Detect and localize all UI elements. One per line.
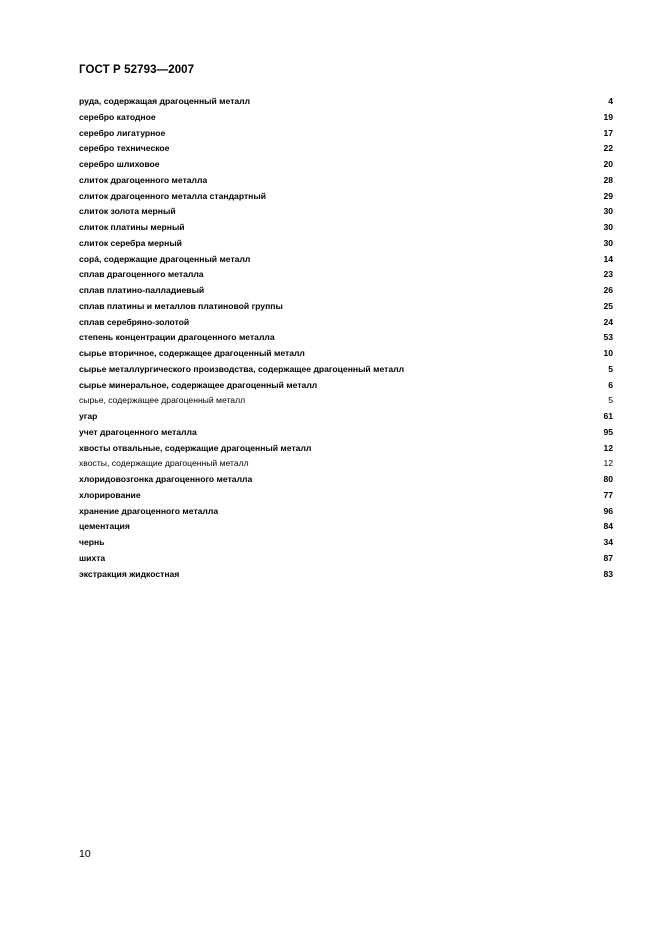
index-term: слиток золота мерный: [79, 206, 176, 217]
index-entry: [79, 110, 613, 126]
index-entry: [79, 94, 613, 110]
index-term: серебро катодное: [79, 111, 156, 122]
index-page-ref: 4: [608, 96, 613, 106]
index-page-ref: 61: [603, 411, 613, 421]
index-term: серебро шлиховое: [79, 159, 160, 169]
index-page-ref: 6: [608, 379, 613, 390]
index-entry: [79, 189, 613, 205]
page-number: 10: [79, 848, 91, 860]
index-page-ref: 25: [603, 300, 613, 311]
index-term: хвосты отвальные, содержащие драгоценный металл: [79, 442, 312, 453]
index-term: цементация: [79, 521, 130, 532]
index-entry: [79, 472, 613, 488]
index-page-ref: 96: [603, 505, 613, 516]
index-page-ref: 17: [603, 127, 613, 138]
index-entry: [79, 362, 613, 378]
index-page-ref: 30: [603, 206, 613, 217]
index-entry: [79, 267, 613, 283]
index-term: сырье металлургического производства, содержащее драгоценный металл: [79, 363, 405, 374]
index-page-ref: 30: [603, 237, 613, 248]
index-term: сплав платино-палладиевый: [79, 285, 205, 295]
index-entry: [79, 409, 613, 425]
index-page-ref: 95: [603, 426, 613, 437]
index-entry: [79, 173, 613, 189]
index-page-ref: 87: [603, 552, 613, 563]
index-entry: [79, 551, 613, 567]
index-term: экстракция жидкостная: [79, 568, 180, 579]
index-entry: [79, 236, 613, 252]
index-entry: [79, 315, 613, 331]
index-term: серебро лигатурное: [79, 127, 166, 138]
document-header: [79, 64, 194, 76]
index-page-ref: 53: [603, 332, 613, 343]
index-page-ref: 28: [603, 174, 613, 185]
index-page-ref: 19: [603, 111, 613, 122]
index-page-ref: 83: [603, 568, 613, 579]
index-entry: [79, 330, 613, 346]
index-entry: [79, 204, 613, 220]
index-entry: [79, 283, 613, 299]
index-entry: [79, 126, 613, 142]
standard-title: ГОСТ Р 52793—2007: [79, 64, 195, 76]
index-page-ref: 14: [603, 253, 613, 264]
index-term: сырье, содержащее драгоценный металл: [79, 395, 246, 406]
index-entry: [79, 299, 613, 315]
index-page-ref: 20: [603, 159, 613, 169]
index-page-ref: 34: [603, 537, 613, 547]
index-term: сплав драгоценного металла: [79, 269, 204, 280]
index-entry: [79, 488, 613, 504]
index-entry: [79, 504, 613, 520]
index-term: слиток драгоценного металла стандартный: [79, 190, 266, 201]
index-term: сорá, содержащие драгоценный металл: [79, 253, 251, 264]
index-term: слиток серебра мерный: [79, 237, 182, 248]
index-entry: [79, 567, 613, 583]
index-page-ref: 84: [603, 521, 613, 532]
index-page-ref: 30: [603, 222, 613, 232]
index-term: серебро техническое: [79, 143, 170, 154]
index-entry: [79, 220, 613, 236]
index-page-ref: 12: [603, 458, 613, 469]
index-entry: [79, 346, 613, 362]
index-page-ref: 5: [608, 395, 613, 406]
index-term: сплав платины и металлов платиновой группы: [79, 300, 283, 311]
index-page-ref: 10: [603, 348, 613, 358]
index-term: сырье вторичное, содержащее драгоценный металл: [79, 348, 305, 358]
index-term: сырье минеральное, содержащее драгоценный металл: [79, 379, 318, 390]
index-term: хлорирование: [79, 489, 141, 500]
index-term: угар: [79, 411, 98, 421]
index-page-ref: 77: [603, 489, 613, 500]
index-page-ref: 22: [603, 143, 613, 154]
index-entry: [79, 252, 613, 268]
index-entry: [79, 393, 613, 409]
index-page-ref: 26: [603, 285, 613, 295]
index-entry: [79, 535, 613, 551]
index-entry: [79, 441, 613, 457]
index-page-ref: 5: [608, 363, 613, 374]
index-term: сплав серебряно-золотой: [79, 316, 190, 327]
index-entry: [79, 456, 613, 472]
index-entry: [79, 157, 613, 173]
index-term: чернь: [79, 537, 105, 547]
index-entry: [79, 378, 613, 394]
index-term: слиток драгоценного металла: [79, 174, 208, 185]
index-term: хранение драгоценного металла: [79, 505, 219, 516]
index-entry: [79, 141, 613, 157]
index-term: шихта: [79, 552, 106, 563]
index-page-ref: 23: [603, 269, 613, 280]
index-page-ref: 29: [603, 190, 613, 201]
index-term: учет драгоценного металла: [79, 426, 197, 437]
index-term: степень концентрации драгоценного металла: [79, 332, 275, 343]
index-term: слиток платины мерный: [79, 222, 185, 232]
index-page-ref: 12: [603, 442, 613, 453]
index-page-ref: 24: [603, 316, 613, 327]
index-term: хлоридовозгонка драгоценного металла: [79, 474, 253, 484]
index-entry: [79, 519, 613, 535]
index-page-ref: 80: [603, 474, 613, 484]
alphabetical-index: [79, 94, 613, 582]
index-entry: [79, 425, 613, 441]
index-term: хвосты, содержащие драгоценный металл: [79, 458, 249, 469]
index-term: руда, содержащая драгоценный металл: [79, 96, 251, 106]
